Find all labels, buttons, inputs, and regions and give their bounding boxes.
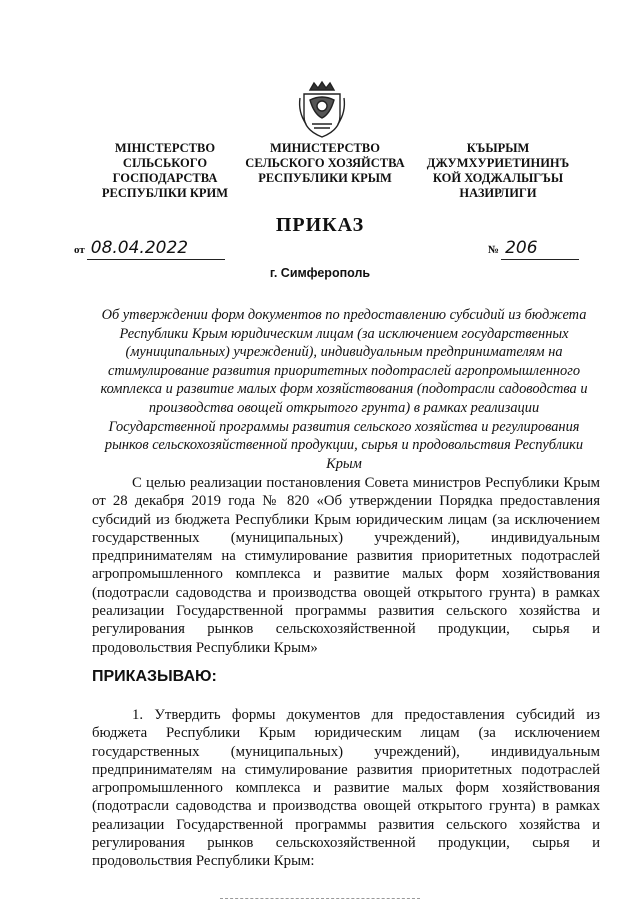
document-title: ПРИКАЗ [275, 214, 365, 236]
ministry-name-ukrainian [90, 141, 240, 201]
order-subject: Об утверждении форм документов по предоставлению субсидий из бюджета Республики Крым юридическим лицам (за исключением государственных (муниципальных) учреждений), индивидуальным предпринимателям на стимулирование развития приоритетных подотраслей агропромышленного комплекса и развитие малых форм хозяйствования (подотрасли садоводства и производства овощей открытого грунта) в рамках реализации Государственной программы развития сельского хозяйства и регулирования рынков сельскохозяйственной продукции, сырья и продовольствия Республики Крым [100, 307, 588, 472]
order-item-1: 1. Утвердить формы документов для предоставления субсидий из бюджета Республики Крым юридическим лицам (за исключением государственных (муниципальных) учреждений), индивидуальным предпринимателям на стимулирование развития приоритетных подотраслей агропромышленного комплекса и развитие малых форм хозяйствования (подотрасли садоводства и производства овощей открытого грунта) в рамках реализации Государственной программы развития сельского хозяйства и регулирования рынков сельскохозяйственной продукции, сырья и продовольствия Республики Крым: [92, 707, 600, 870]
header-line: МИНИСТЕРСТВО [270, 141, 380, 155]
header-line: КЪЫРЫМ [466, 141, 530, 155]
page-bottom-divider [220, 898, 420, 901]
header-line: СІЛЬСЬКОГО [122, 156, 208, 170]
city: г. Симферополь [269, 266, 371, 280]
order-date [74, 238, 225, 260]
preamble-paragraph: С целью реализации постановления Совета министров Республики Крым от 28 декабря 2019 года № 820 «Об утверждении Порядка предоставления субсидий из бюджета Республики Крым юридическим лицам (за исключением государственных (муниципальных) учреждений), индивидуальным предпринимателям на стимулирование развития приоритетных подотраслей агропромышленного комплекса и развитие малых форм хозяйствования (подотрасли садоводства и производства овощей открытого грунта) в рамках реализации Государственной программы развития сельского хозяйства и регулирования рынков сельскохозяйственной продукции, сырья и продовольствия Республики Крым» [92, 475, 600, 656]
header-line: ГОСПОДАРСТВА [112, 171, 218, 185]
header-line: КОЙ ХОДЖАЛЫГЪЫ [432, 171, 564, 185]
header-line: РЕСПУБЛИКИ КРЫМ [258, 171, 392, 185]
coat-of-arms-icon [296, 80, 348, 140]
order-heading: ПРИКАЗЫВАЮ: [92, 668, 217, 685]
date-value: 08.04.2022 [87, 238, 225, 260]
number-label: № [488, 244, 500, 256]
ministry-name-russian [240, 141, 410, 186]
date-label: от [74, 244, 85, 256]
number-value: 206 [501, 238, 579, 260]
header-line: МІНІСТЕРСТВО [114, 141, 216, 155]
header-line: СЕЛЬСКОГО ХОЗЯЙСТВА [245, 156, 405, 170]
header-line: ДЖУМХУРИЕТИНИНЪ [426, 156, 570, 170]
header-line: НАЗИРЛИГИ [459, 186, 537, 200]
order-number [488, 238, 579, 260]
header-line: РЕСПУБЛІКИ КРИМ [101, 186, 229, 200]
ministry-name-crimean-tatar [418, 141, 578, 201]
